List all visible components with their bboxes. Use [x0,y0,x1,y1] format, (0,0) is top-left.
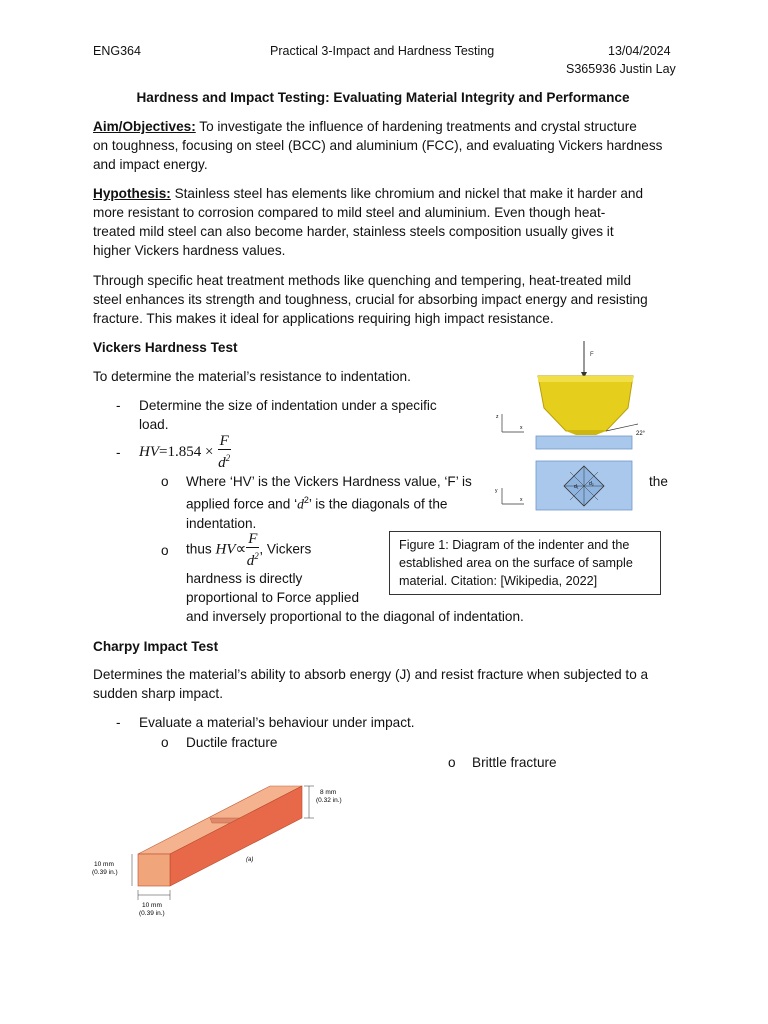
axis-x-label: x [520,425,523,431]
dim-left-l1: 10 mm [94,861,114,868]
charpy-intro: Determines the material’s ability to absorb energy (J) and resist fracture when subjected to a sudden sharp impact. [93,667,649,701]
charpy-ductile: Ductile fracture [186,735,278,750]
specimen-side [536,436,632,449]
dim-bottom-l1: 10 mm [142,902,162,909]
document-title: Hardness and Impact Testing: Evaluating Material Integrity and Performance [136,90,630,105]
vickers-formula: HV=1.854 × $\frac{F}{d^2}$ [139,433,231,471]
part-label: (a) [246,857,254,863]
vickers-sub-2-cont: hardness is directly proportional to Force applied and inversely proportional to the diagonal of indentation. [186,571,524,624]
aim-paragraph: Aim/Objectives: To investigate the influence of hardening treatments and crystal structure on toughness, focusing on steel (BCC) and aluminium (FCC), and evaluating Vickers hardness and impact energy. [93,119,663,172]
figure1-caption: Figure 1: Diagram of the indenter and the established area on the surface of sample material. Citation: [Wikipedia, 2022] [389,531,661,595]
formula-fraction: $\frac{F}{d^2}$ [218,433,231,471]
header-student: S365936 Justin Lay [566,62,676,76]
hypothesis-paragraph: Hypothesis: Stainless steel has elements like chromium and nickel that make it harder and more resistant to corrosion compared to mild steel and aluminium. Even though heat- treated mild steel can also become harder, stainless steels composition usually gives it higher Vickers hardness values. [93,186,644,258]
bullet-o: o [161,474,169,489]
angle-label: 22° [636,431,646,437]
vickers-heading: Vickers Hardness Test [93,340,238,355]
bullet-o: o [161,735,169,750]
charpy-brittle: Brittle fracture [472,755,557,770]
bullet-dash: - [116,445,121,460]
d2-label: d₂ [589,481,594,487]
treatment-paragraph: Through specific heat treatment methods like quenching and tempering, heat-treated mild steel enhances its strength and toughness, crucial for absorbing impact energy and resisting fracture. This makes it ideal for applications requiring high impact resistance. [93,273,648,326]
charpy-heading: Charpy Impact Test [93,639,219,654]
d1-label: d₁ [574,484,579,490]
force-label: F [590,352,594,358]
vickers-sub-2: thus HV∝ $\frac{F}{d^2}$ , Vickers [186,531,312,569]
dim-bottom-l2: (0.39 in.) [139,910,165,917]
dim-top-l2: (0.32 in.) [316,797,342,804]
axis-x-label: x [520,497,523,503]
bullet-o: o [161,543,169,558]
indenter-shape [538,376,633,431]
bullet-dash: - [116,715,121,730]
aim-label: Aim/Objectives: [93,119,196,134]
bar-front-face [138,854,170,886]
header-practical: Practical 3-Impact and Hardness Testing [270,44,495,58]
header-course: ENG364 [93,44,141,58]
vickers-sub-1-the: the [649,474,668,489]
header-date: 13/04/2024 [608,44,671,58]
dim-top-l1: 8 mm [320,789,337,796]
hypothesis-label: Hypothesis: [93,186,171,201]
charpy-bullet-1: Evaluate a material’s behaviour under impact. [139,715,415,730]
axis-y-label: y [495,488,498,494]
vickers-indenter-diagram [488,336,648,516]
axis-z-label: z [496,414,499,420]
bullet-dash: - [116,398,121,413]
vickers-bullet-1: Determine the size of indentation under a specific load. [139,398,437,432]
vickers-intro: To determine the material’s resistance to indentation. [93,369,411,384]
vickers-sub-1: Where ‘HV’ is the Vickers Hardness value, ‘F’ is applied force and ‘$d^2$’ is the diagonals of the indentation. [186,474,472,531]
charpy-specimen-diagram [88,776,358,921]
dim-left-l2: (0.39 in.) [92,869,118,876]
bullet-o: o [448,755,456,770]
